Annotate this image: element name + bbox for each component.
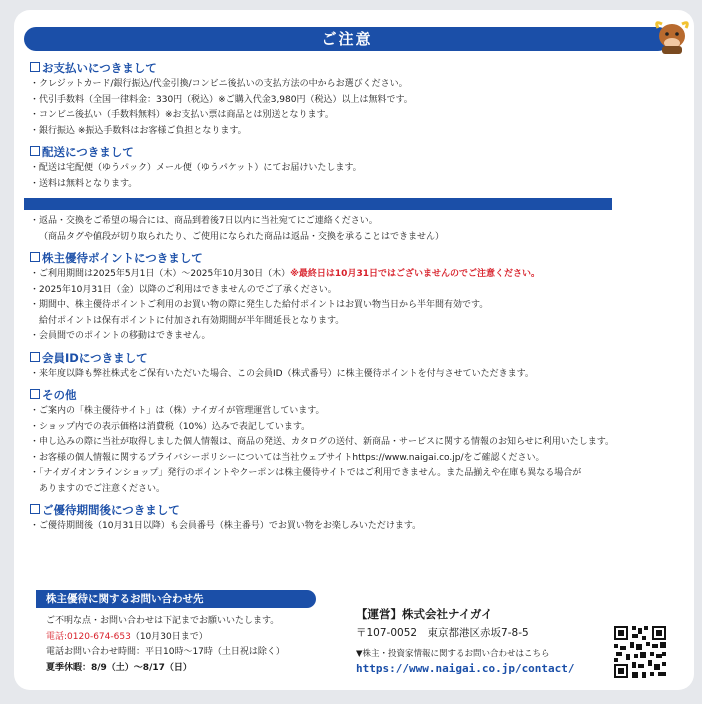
checkbox-square-icon (30, 352, 40, 362)
bull-mascot-icon (652, 16, 692, 56)
payment-heading: お支払いにつきまして (30, 59, 690, 77)
payment-line: ・代引手数料（全国一律料金：330円（税込）※ご購入代金3,980円（税込）以上は無料です。 (30, 94, 413, 105)
payment-line: ・コンビニ後払い（手数料無料）※お支払い票は商品とは別送となります。 (30, 110, 334, 120)
points-line: 給付ポイントは保有ポイントに付加され有効期間が半年間延長となります。 (39, 315, 345, 326)
page-title: ご注意 (24, 27, 670, 51)
company-block (356, 606, 616, 677)
other-line: ・「ナイガイオンラインショップ」発行のポイントやクーポンは株主優待サイトではご利用できません。また品揃えや在庫も異なる場合が (30, 468, 582, 478)
contact-tel-line (36, 630, 316, 646)
company-address: 〒107-0052 東京都港区赤坂7-8-5 (356, 627, 529, 639)
payment-line: ・クレジットカード/銀行振込/代金引換/コンビニ後払いの支払方法の中からお選びください。 (30, 79, 408, 89)
company-name: 【運営】株式会社ナイガイ (356, 607, 493, 621)
contact-heading: 株主優待に関するお問い合わせ先 (36, 590, 316, 608)
returns-line: ・返品・交換をご希望の場合には、商品到着後7日以内に当社宛てにご連絡ください。 (30, 216, 378, 226)
checkbox-square-icon (30, 252, 40, 262)
points-heading: 株主優待ポイントにつきまして (30, 249, 690, 267)
shipping-line: ・配送は宅配便（ゆうパック）メール便（ゆうパケット）にてお届けいたします。 (30, 163, 362, 173)
points-period-line (30, 267, 690, 283)
member-line: ・来年度以降も弊社株式をご保有いただいた場合、この会員ID（株式番号）に株主優待ポイントを付与させていただきます。 (30, 368, 534, 379)
shipping-line: ・送料は無料となります。 (30, 178, 138, 189)
other-line: ・ショップ内での表示価格は消費税（10%）込みで表記しています。 (30, 421, 311, 432)
contact-block (36, 590, 316, 676)
payment-line: ・銀行振込 ※振込手数料はお客様ご負担となります。 (30, 125, 247, 136)
other-line: ありますのでご注意ください。 (39, 483, 166, 494)
points-period: ・ご利用期間は2025年5月1日（木）～2025年10月30日（木） (30, 269, 291, 279)
tel-label: 電話: (46, 631, 68, 642)
other-line: ・申し込みの際に当社が取得しました個人情報は、商品の発送、カタログの送付、新商品・サービスに関する情報のお知らせに利用いたします。 (30, 437, 615, 447)
other-line: ・ご案内の「株主優待サイト」は（株）ナイガイが管理運営しています。 (30, 406, 325, 416)
points-line: ・2025年10月31日（金）以降のご利用はできませんのでご了承ください。 (30, 284, 337, 295)
summer-holiday: 夏季休暇：8/9（土）～8/17（日） (46, 662, 192, 673)
tel-number[interactable]: 0120-674-653 (67, 631, 131, 642)
shipping-heading: 配送につきまして (30, 143, 690, 161)
checkbox-square-icon (30, 504, 40, 514)
contact-intro: ご不明な点・お問い合わせは下記までお願いいたします。 (46, 616, 280, 626)
points-line: ・会員間でのポイントの移動はできません。 (30, 331, 211, 341)
checkbox-square-icon (30, 62, 40, 72)
after-period-line: ・ご優待期間後（10月31日以降）も会員番号（株主番号）でお買い物をお楽しみいただけます。 (30, 521, 422, 531)
returns-line: （商品タグや値段が切り取られたり、ご使用になられた商品は返品・交換を承ることはできません） (39, 231, 445, 242)
other-heading: その他 (30, 386, 690, 404)
ir-contact-note: ▼株主・投資家情報に関するお問い合わせはこちら (356, 649, 550, 659)
member-heading: 会員IDにつきまして (30, 349, 690, 367)
contact-url-link[interactable]: https://www.naigai.co.jp/contact/ (356, 662, 575, 675)
qr-code-icon[interactable] (612, 624, 668, 680)
tel-note: （10月30日まで） (130, 631, 208, 642)
contact-hours: 電話お問い合わせ時間：平日10時～17時（土日祝は除く） (46, 647, 285, 657)
other-line: ・お客様の個人情報に関するプライバシーポリシーについては当社ウェブサイトhttps://www.naigai.co.jp/をご確認ください。 (30, 452, 545, 463)
after-period-heading: ご優待期間後につきまして (30, 501, 690, 519)
points-line: ・期間中、株主優待ポイントご利用のお買い物の際に発生した給付ポイントはお買い物当日から半年間有効です。 (30, 300, 489, 310)
returns-divider (24, 198, 612, 210)
points-warning: ※最終日は10月31日ではございませんのでご注意ください。 (290, 269, 540, 279)
checkbox-square-icon (30, 389, 40, 399)
checkbox-square-icon (30, 146, 40, 156)
notice-content (30, 55, 690, 535)
